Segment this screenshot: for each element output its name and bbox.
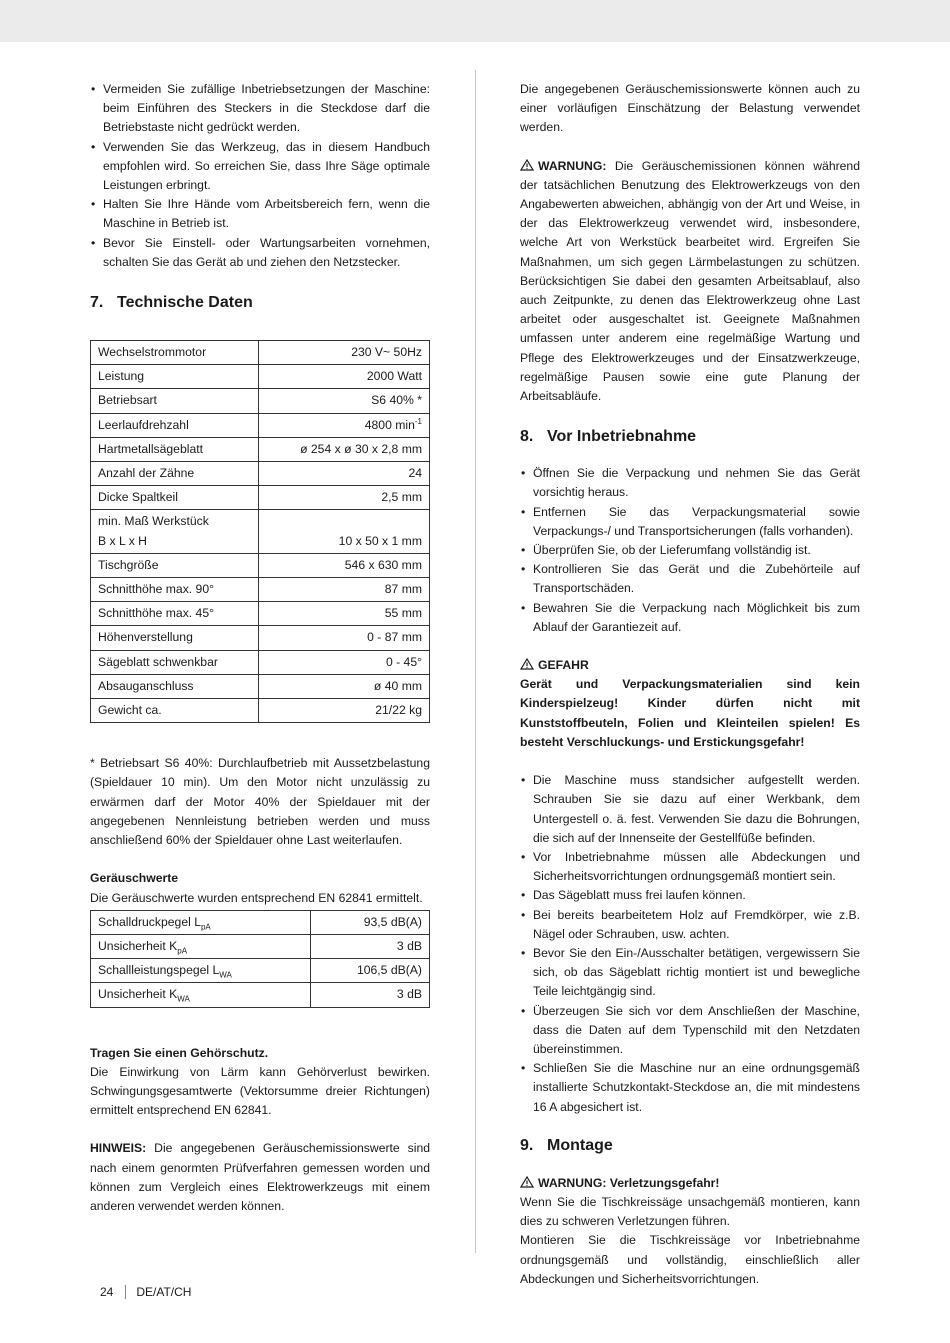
noise-value: 93,5 dB(A): [311, 910, 430, 934]
spec-label: Sägeblatt schwenkbar: [91, 650, 259, 674]
table-row: [91, 934, 430, 958]
warning-label: WARNUNG:: [538, 158, 607, 173]
danger-heading: [520, 656, 860, 675]
table-row: [91, 578, 430, 602]
table-row: [91, 341, 430, 365]
hearing-protection-text: Die Einwirkung von Lärm kann Gehörverlust bewirken. Schwingungsgesamtwerte (Vektorsumme dreier Richtungen) ermittelt entsprechend EN 62841.: [90, 1064, 430, 1118]
spec-value: 21/22 kg: [259, 699, 430, 723]
spec-label: Anzahl der Zähne: [91, 462, 259, 486]
region-code: DE/AT/CH: [136, 1285, 192, 1299]
noise-label-subscript: WA: [177, 994, 190, 1004]
warning-text: Die Geräuschemissionen können während der tatsächlichen Benutzung des Elektrowerkzeugs von den Angabewerten abweichen, abhängig von der Art und Weise, in der das Elektrowerkzeug verwendet wird, insbesondere, welche Art von Werkstück bearbeitet wird. Ergreifen Sie Maßnahmen, um sich gegen Lärmbelastungen zu schützen. Berücksichtigen Sie dabei den gesamten Arbeitsablauf, also auch Zeitpunkte, zu denen das Elektrowerkzeug ohne Last arbeitet oder ausgeschaltet ist. Geeignete Maßnahmen umfassen unter anderem eine regelmäßige Wartung und Pflege des Elektrowerkzeuges und der Einsatzwerkzeuge, regelmäßige Pausen sowie eine gute Planung der Arbeitsabläufe.: [520, 158, 860, 404]
spec-value: 10 x 50 x 1 mm: [259, 510, 430, 553]
hearing-protection-heading: Tragen Sie einen Gehörschutz.: [90, 1045, 269, 1060]
list-item: • Verwenden Sie das Werkzeug, das in diesem Handbuch empfohlen wird. So erreichen Sie, dass Ihre Säge optimale Leistungen erbringt.: [90, 138, 430, 196]
table-row: [91, 553, 430, 577]
list-item: • Vor Inbetriebnahme müssen alle Abdeckungen und Sicherheitsvorrichtungen ordnungsgemäß montiert sein.: [520, 848, 860, 886]
spec-value: ø 254 x ø 30 x 2,8 mm: [259, 437, 430, 461]
spec-label-line2: B x L x H: [98, 533, 147, 548]
list-item: • Halten Sie Ihre Hände vom Arbeitsbereich fern, wenn die Maschine in Betrieb ist.: [90, 195, 430, 233]
list-item: • Kontrollieren Sie das Gerät und die Zubehörteile auf Transportschäden.: [520, 560, 860, 598]
spec-value: 87 mm: [259, 578, 430, 602]
spec-label: Höhenverstellung: [91, 626, 259, 650]
noise-label-subscript: WA: [219, 970, 232, 980]
spec-label: Schnitthöhe max. 45°: [91, 602, 259, 626]
spec-value: 2000 Watt: [259, 365, 430, 389]
section-heading-technical-data: [90, 292, 430, 314]
list-item: • Überprüfen Sie, ob der Lieferumfang vollständig ist.: [520, 541, 860, 560]
spec-value-exponent: -1: [414, 416, 422, 426]
noise-value: 3 dB: [311, 983, 430, 1007]
list-item: • Bei bereits bearbeitetem Holz auf Fremdkörper, wie z.B. Nägel oder Schrauben, usw. achten.: [520, 906, 860, 944]
spec-label: Dicke Spaltkeil: [91, 486, 259, 510]
noise-label-text: Schallleistungspegel L: [98, 963, 220, 978]
spec-label: Gewicht ca.: [91, 699, 259, 723]
section-number: 8.: [520, 428, 534, 446]
spec-label-line1: min. Maß Werkstück: [98, 514, 209, 529]
setup-bullets: [520, 771, 860, 1117]
table-row: [91, 959, 430, 983]
noise-table: [90, 910, 430, 1008]
spec-label: [91, 510, 259, 553]
warning-injury-heading: [520, 1174, 860, 1193]
noise-value: 106,5 dB(A): [311, 959, 430, 983]
section-number: 9.: [520, 1136, 534, 1154]
table-row: [91, 365, 430, 389]
warning-triangle-icon: [520, 658, 534, 670]
table-row: [91, 626, 430, 650]
danger-label: GEFAHR: [538, 658, 589, 673]
hint-text: Die angegebenen Geräuschemissionswerte sind nach einem genormten Prüfverfahren gemessen worden und können zum Vergleich eines Elektrowerkzeugs mit einem anderen verwendet werden können.: [90, 1141, 430, 1213]
noise-label-subscript: pA: [177, 946, 188, 956]
spec-value: ø 40 mm: [259, 674, 430, 698]
noise-label-text: Unsicherheit K: [98, 938, 178, 953]
table-row: [91, 650, 430, 674]
warning-noise-paragraph: [520, 157, 860, 407]
table-row: [91, 486, 430, 510]
table-row: [91, 699, 430, 723]
operating-mode-footnote: * Betriebsart S6 40%: Durchlaufbetrieb mit Aussetzbelastung (Spieldauer 10 min). Um den Motor nicht unzulässig zu erwärmen darf der Motor 40% der Spieldauer mit der angegebenen Nennleistung betrieben werden und muss anschließend 60% der Spieldauer ohne Last weiterlaufen.: [90, 756, 430, 848]
assembly-text-2: Montieren Sie die Tischkreissäge vor Inbetriebnahme ordnungsgemäß und vollständig, einschließlich aller Abdeckungen und Sicherheitsvorrichtungen.: [520, 1233, 860, 1286]
table-row: [91, 462, 430, 486]
hint-label: HINWEIS:: [90, 1141, 147, 1156]
spec-value: 0 - 87 mm: [259, 626, 430, 650]
spec-value: S6 40% *: [259, 389, 430, 413]
assembly-text-1: Wenn Sie die Tischkreissäge unsachgemäß montieren, kann dies zu schweren Verletzungen führen.: [520, 1194, 860, 1229]
table-row: [91, 413, 430, 437]
spec-value: 55 mm: [259, 602, 430, 626]
left-column: [90, 80, 430, 1216]
noise-label-subscript: pA: [200, 922, 211, 932]
section-heading-before-operation: [520, 426, 860, 448]
list-item: • Bevor Sie den Ein-/Ausschalter betätigen, vergewissern Sie sich, ob das Sägeblatt richtig montiert ist und bewegliche Teile leichtgängig sind.: [520, 944, 860, 1002]
table-row: [91, 983, 430, 1007]
section-heading-assembly: [520, 1135, 860, 1157]
section-number: 7.: [90, 294, 104, 312]
spec-value: 24: [259, 462, 430, 486]
noise-label: [91, 934, 311, 958]
noise-intro: Die Geräuschwerte wurden entsprechend EN 62841 ermittelt.: [90, 890, 423, 905]
top-bar: [0, 0, 950, 42]
safety-bullets: [90, 80, 430, 272]
noise-label-text: Unsicherheit K: [98, 987, 178, 1002]
noise-label-text: Schalldruckpegel L: [98, 914, 201, 929]
section-title: Vor Inbetriebnahme: [547, 428, 697, 446]
spec-value: 0 - 45°: [259, 650, 430, 674]
hint-paragraph: [90, 1139, 430, 1216]
right-column: [520, 80, 860, 1289]
list-item: • Öffnen Sie die Verpackung und nehmen Sie das Gerät vorsichtig heraus.: [520, 464, 860, 502]
list-item: • Bewahren Sie die Verpackung nach Möglichkeit bis zum Ablauf der Garantiezeit auf.: [520, 599, 860, 637]
spec-value: 230 V~ 50Hz: [259, 341, 430, 365]
list-item: • Schließen Sie die Maschine nur an eine ordnungsgemäß installierte Schutzkontakt-Steckdose an, die mit mindestens 16 A abgesichert ist.: [520, 1059, 860, 1117]
noise-intro-continued: Die angegebenen Geräuschemissionswerte können auch zu einer vorläufigen Einschätzung der Belastung verwendet werden.: [520, 82, 860, 135]
table-row: [91, 602, 430, 626]
spec-value: 546 x 630 mm: [259, 553, 430, 577]
noise-label: [91, 959, 311, 983]
list-item: • Bevor Sie Einstell- oder Wartungsarbeiten vornehmen, schalten Sie das Gerät ab und ziehen den Netzstecker.: [90, 234, 430, 272]
column-divider: [475, 70, 476, 1253]
noise-heading: Geräuschwerte: [90, 871, 179, 886]
page-footer: [100, 1283, 191, 1302]
list-item: • Das Sägeblatt muss frei laufen können.: [520, 886, 860, 905]
spec-value: [259, 413, 430, 437]
list-item: • Überzeugen Sie sich vor dem Anschließen der Maschine, dass die Daten auf dem Typenschild mit den Netzdaten übereinstimmen.: [520, 1002, 860, 1060]
spec-label: Absauganschluss: [91, 674, 259, 698]
technical-data-table: [90, 340, 430, 723]
spec-label: Leistung: [91, 365, 259, 389]
warning-triangle-icon: [520, 159, 534, 171]
table-row: [91, 437, 430, 461]
section-title: Montage: [547, 1136, 613, 1154]
table-row: [91, 674, 430, 698]
table-row: [91, 910, 430, 934]
warning-triangle-icon: [520, 1176, 534, 1188]
warning-label: WARNUNG: Verletzungsgefahr!: [538, 1175, 720, 1190]
spec-label: Schnitthöhe max. 90°: [91, 578, 259, 602]
danger-text: Gerät und Verpackungsmaterialien sind kein Kinderspielzeug! Kinder dürfen nicht mit Kunststoffbeuteln, Folien und Kleinteilen spielen! Es besteht Verschluckungs- und Erstickungsgefahr!: [520, 677, 860, 749]
page-number: 24: [100, 1285, 114, 1299]
list-item: • Die Maschine muss standsicher aufgestellt werden. Schrauben Sie sie dazu auf einer Werkbank, dem Untergestell o. ä. fest. Verwenden Sie dazu die Bohrungen, die sich auf der Innenseite der Gestellfüße befinden.: [520, 771, 860, 848]
spec-value-text: 4800 min: [364, 417, 415, 432]
noise-value: 3 dB: [311, 934, 430, 958]
list-item: • Entfernen Sie das Verpackungsmaterial sowie Verpackungs-/ und Transportsicherungen (falls vorhanden).: [520, 503, 860, 541]
spec-label: Leerlaufdrehzahl: [91, 413, 259, 437]
spec-label: Tischgröße: [91, 553, 259, 577]
spec-label: Wechselstrommotor: [91, 341, 259, 365]
noise-label: [91, 983, 311, 1007]
spec-label: Betriebsart: [91, 389, 259, 413]
noise-label: [91, 910, 311, 934]
list-item: • Vermeiden Sie zufällige Inbetriebsetzungen der Maschine: beim Einführen des Steckers in die Steckdose darf die Betriebstaste nicht gedrückt werden.: [90, 80, 430, 138]
unpacking-bullets: [520, 464, 860, 637]
section-title: Technische Daten: [117, 294, 253, 312]
table-row: [91, 510, 430, 553]
spec-value: 2,5 mm: [259, 486, 430, 510]
footer-separator: [125, 1285, 126, 1299]
table-row: [91, 389, 430, 413]
spec-label: Hartmetallsägeblatt: [91, 437, 259, 461]
